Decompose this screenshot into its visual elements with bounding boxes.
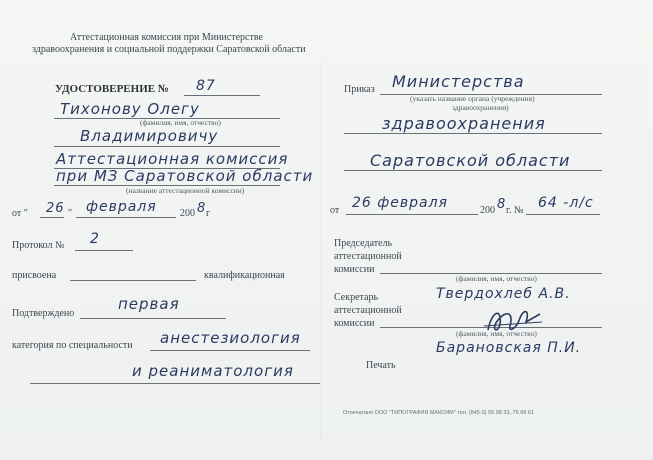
specialty-label: категория по специальности: [12, 340, 133, 351]
confirmed-line: [80, 318, 226, 319]
cert-number-line: [184, 95, 260, 96]
order-number-value: 64 -л/с: [538, 195, 594, 211]
stamp-name: Барановская П.И.: [436, 340, 582, 356]
order-label: Приказ: [344, 84, 375, 95]
commission-value-2: при МЗ Саратовской области: [56, 167, 314, 185]
printer-footer: Отпечатано ООО "ТИПОГРАФИЯ МАКСИМ" тел. (845-3) 55 98 33, 76 68 61: [343, 410, 534, 416]
assigned-line: [70, 280, 196, 281]
secretary-label-2: аттестационной: [334, 305, 402, 316]
specialty-value-1: анестезиология: [160, 329, 301, 347]
secretary-name: Твердохлеб А.В.: [436, 286, 571, 302]
date-year-digit: 8: [197, 201, 207, 216]
protocol-label: Протокол №: [12, 240, 65, 251]
commission-caption: (название аттестационной комиссии): [126, 186, 245, 195]
org-caption-2: здравоохранения): [452, 103, 509, 112]
chair-label-2: аттестационной: [334, 251, 402, 262]
stamp-label: Печать: [366, 360, 396, 371]
date-day: 26: [46, 201, 65, 216]
certificate-label: УДОСТОВЕРЕНИЕ №: [55, 83, 169, 95]
specialty-line-2: [30, 383, 320, 384]
header-line-2: здравоохранения и социальной поддержки Саратовской области: [32, 44, 306, 55]
category-value: первая: [118, 295, 180, 313]
org-caption-1: (указать название органа (учреждения): [410, 94, 535, 103]
secretary-label-3: комиссии: [334, 318, 375, 329]
order-date-year-digit: 8: [497, 197, 507, 212]
order-number-line: [526, 214, 600, 215]
org-line-3: [344, 170, 602, 171]
chair-label-3: комиссии: [334, 264, 375, 275]
protocol-number-line: [75, 250, 133, 251]
secretary-caption: (фамилия, имя, отчество): [456, 329, 537, 338]
confirmed-label: Подтверждено: [12, 308, 75, 319]
date-month: февраля: [86, 199, 157, 215]
date-suffix: г: [206, 208, 211, 219]
specialty-line-1: [150, 350, 310, 351]
chair-label-1: Председатель: [334, 238, 393, 249]
assigned-label: присвоена: [12, 270, 57, 281]
order-date-value: 26 февраля: [352, 195, 448, 211]
header-line-1: Аттестационная комиссия при Министерстве: [70, 32, 263, 43]
org-line-2: [344, 133, 602, 134]
org-value-2: здравоохранения: [382, 114, 546, 133]
name-line-2: [54, 146, 280, 147]
chair-caption: (фамилия, имя, отчество): [456, 274, 537, 283]
name-value-2: Владимировичу: [80, 127, 219, 145]
name-value-1: Тихонову Олегу: [60, 100, 200, 118]
date-day-line: [40, 217, 64, 218]
commission-value-1: Аттестационная комиссия: [56, 150, 289, 168]
date-year: 200: [180, 208, 195, 219]
order-date-year: 200: [480, 205, 495, 216]
date-quote: ": [68, 208, 73, 219]
order-date-line: [346, 214, 478, 215]
org-value-1: Министерства: [392, 72, 525, 91]
secretary-signature-icon: [480, 300, 550, 340]
org-value-3: Саратовской области: [370, 151, 571, 170]
name-caption: (фамилия, имя, отчество): [140, 118, 221, 127]
specialty-value-2: и реаниматология: [132, 362, 294, 380]
date-prefix: от ": [12, 208, 28, 219]
qualification-label: квалификационная: [204, 270, 285, 281]
fold-crease: [320, 60, 321, 440]
secretary-label-1: Секретарь: [334, 292, 379, 303]
order-date-prefix: от: [330, 205, 340, 216]
order-number-label: г. №: [506, 205, 524, 216]
date-month-line: [76, 217, 176, 218]
cert-number: 87: [196, 78, 216, 94]
protocol-number: 2: [90, 231, 100, 247]
